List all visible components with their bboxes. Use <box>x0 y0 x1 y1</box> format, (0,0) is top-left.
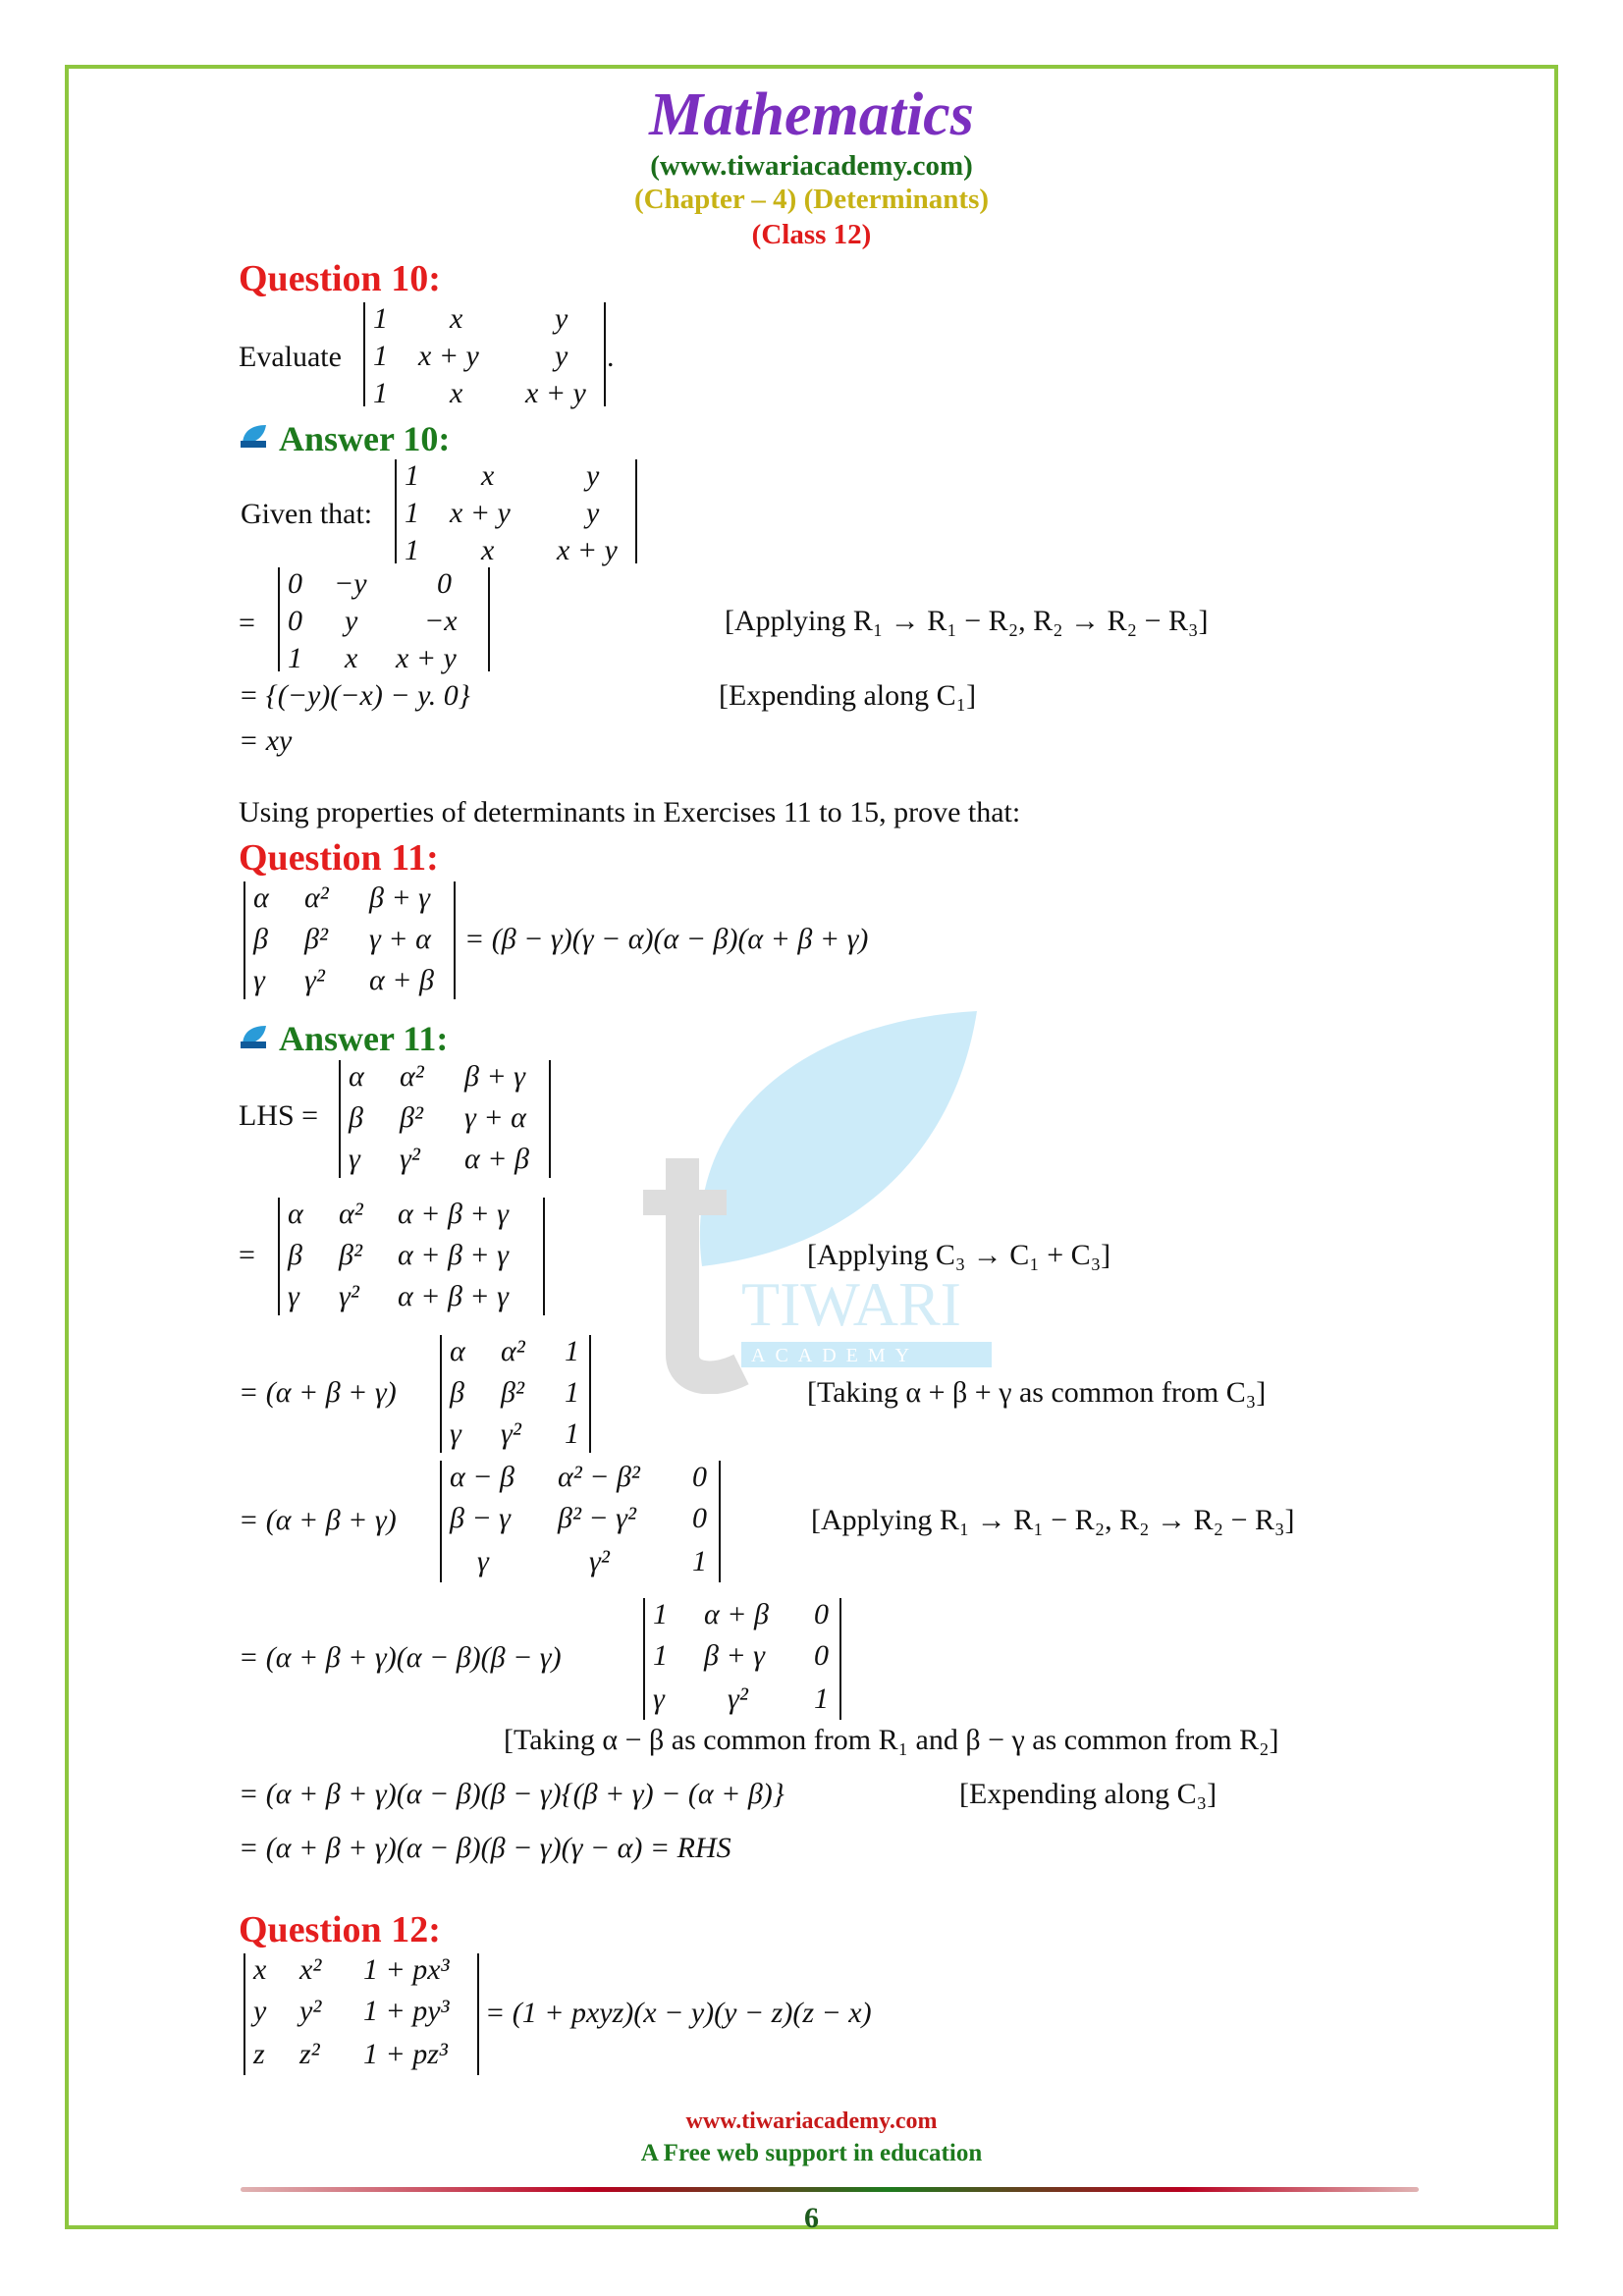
a11-m2-cell: α + β + γ <box>398 1280 509 1312</box>
q11-cell: β <box>253 923 268 955</box>
a11-m4-cell: 0 <box>692 1502 707 1534</box>
a11-m5-cell: 0 <box>814 1639 829 1672</box>
q10-determinant <box>363 302 606 409</box>
a11-m3-cell: γ² <box>501 1417 521 1450</box>
a11-m5-cell: γ <box>653 1682 665 1715</box>
a11-m1-cell: γ + α <box>464 1101 526 1134</box>
q10-cell: y <box>555 340 568 372</box>
watermark-sub: ACADEMY <box>751 1345 920 1366</box>
a11-m2-cell: α² <box>339 1198 363 1230</box>
answer-10-title: Answer 10: <box>279 419 451 458</box>
a11-m3-cell: 1 <box>565 1376 579 1409</box>
watermark-word: TIWARI <box>741 1269 961 1339</box>
a10-cell: 1 <box>405 497 419 529</box>
a11-m3-cell: α <box>450 1335 465 1367</box>
a11-m5-determinant <box>643 1598 841 1720</box>
q11-cell: β + γ <box>369 881 431 914</box>
a10-cell: x + y <box>557 534 618 566</box>
q12-cell: y² <box>299 1995 322 2027</box>
a11-m2-cell: β <box>288 1239 302 1271</box>
exercise-intro: Using properties of determinants in Exercises 11 to 15, prove that: <box>239 796 1021 828</box>
a10-cell: 1 <box>405 534 419 566</box>
a11-n5: [Taking α − β as common from R₁ and β − γ as common from R₂] <box>504 1724 1279 1756</box>
a10-s1-cell: 0 <box>288 567 302 600</box>
a11-m1-cell: α <box>349 1060 364 1093</box>
q11-cell: γ + α <box>369 923 431 955</box>
tiwari-leaf-watermark <box>643 1001 997 1394</box>
question-10-title: Question 10: <box>239 258 441 299</box>
a11-m2-cell: β² <box>339 1239 362 1271</box>
a11-m4-cell: α − β <box>450 1461 514 1493</box>
q10-suffix: . <box>607 341 615 373</box>
q10-cell: x + y <box>525 377 586 409</box>
a11-p5: = (α + β + γ)(α − β)(β − γ) <box>239 1641 562 1674</box>
a11-m1-cell: β² <box>400 1101 423 1134</box>
a11-m1-cell: γ² <box>400 1143 420 1175</box>
q11-cell: α <box>253 881 269 914</box>
footer-tagline: A Free web support in education <box>640 2140 983 2166</box>
a11-m4-cell: α² − β² <box>558 1461 640 1493</box>
answer-icon <box>239 1024 268 1049</box>
a11-m2-cell: γ <box>288 1280 299 1312</box>
footer-divider <box>241 2187 1419 2192</box>
q12-cell: 1 + px³ <box>363 1953 450 1986</box>
q10-cell: 1 <box>373 340 388 372</box>
a11-m4-cell: 0 <box>692 1461 707 1493</box>
a11-m2-determinant <box>278 1198 545 1315</box>
a10-cell: x <box>481 459 495 492</box>
q10-cell: y <box>555 302 568 335</box>
a11-s7: = (α + β + γ)(α − β)(β − γ)(γ − α) = RHS <box>239 1832 731 1864</box>
a11-p3: = (α + β + γ) <box>239 1376 397 1409</box>
header-site: (www.tiwariacademy.com) <box>650 150 973 182</box>
a10-s2: = {(−y)(−x) − y. 0} <box>239 679 470 712</box>
q11-determinant <box>243 881 456 999</box>
a11-m3-cell: 1 <box>565 1417 579 1450</box>
a11-m1-cell: γ <box>349 1143 360 1175</box>
a11-m3-cell: γ <box>450 1417 461 1450</box>
q10-cell: 1 <box>373 302 388 335</box>
a11-m1-cell: α² <box>400 1060 424 1093</box>
q12-rhs: = (1 + pxyz)(x − y)(y − z)(z − x) <box>485 1997 872 2029</box>
q11-cell: γ² <box>304 964 325 996</box>
a11-m2-eq: = <box>239 1239 255 1271</box>
question-12-title: Question 12: <box>239 1909 441 1950</box>
q12-cell: x <box>253 1953 267 1986</box>
a11-lhs: LHS = <box>239 1099 319 1132</box>
page-number: 6 <box>804 2202 819 2234</box>
q12-cell: z <box>253 2038 265 2070</box>
a11-m3-cell: 1 <box>565 1335 579 1367</box>
q11-rhs: = (β − γ)(γ − α)(α − β)(α + β + γ) <box>464 923 869 955</box>
a10-cell: y <box>586 459 600 492</box>
a11-p4: = (α + β + γ) <box>239 1504 397 1536</box>
a11-n2: [Applying C₃ → C₁ + C₃] <box>807 1239 1111 1271</box>
a11-m1-cell: β + γ <box>464 1060 526 1093</box>
footer-site: www.tiwariacademy.com <box>685 2109 938 2134</box>
a11-m5-cell: 1 <box>653 1598 668 1630</box>
a11-m2-cell: α <box>288 1198 303 1230</box>
a11-m1-determinant <box>339 1060 551 1178</box>
q12-cell: z² <box>299 2038 320 2070</box>
a11-m4-cell: γ² <box>589 1545 610 1577</box>
a11-m5-cell: γ² <box>728 1682 748 1715</box>
a11-m5-cell: β + γ <box>704 1639 766 1672</box>
a10-s1-cell: 1 <box>288 642 302 674</box>
q10-prefix: Evaluate <box>239 341 342 373</box>
a10-s1-note: [Applying R₁ → R₁ − R₂, R₂ → R₂ − R₃] <box>725 605 1209 637</box>
a10-s3: = xy <box>239 724 293 757</box>
header-class: (Class 12) <box>751 219 872 250</box>
q12-cell: 1 + pz³ <box>363 2038 448 2070</box>
q10-cell: 1 <box>373 377 388 409</box>
a10-cell: 1 <box>405 459 419 492</box>
answer-icon <box>239 423 268 449</box>
a11-m2-cell: γ² <box>339 1280 359 1312</box>
q11-cell: γ <box>253 964 265 996</box>
a11-m1-cell: β <box>349 1101 363 1134</box>
q12-cell: y <box>253 1995 267 2027</box>
a11-m3-cell: β² <box>501 1376 524 1409</box>
a11-n3: [Taking α + β + γ as common from C₃] <box>807 1376 1267 1409</box>
a10-s2-note: [Expending along C₁] <box>719 679 977 712</box>
a11-n6: [Expending along C₃] <box>959 1778 1217 1810</box>
a11-m5-cell: 1 <box>814 1682 829 1715</box>
q12-determinant <box>243 1953 479 2075</box>
header-chapter: (Chapter – 4) (Determinants) <box>633 184 990 215</box>
a10-cell: y <box>586 497 600 529</box>
a11-m4-cell: γ <box>477 1545 489 1577</box>
a11-m4-cell: β − γ <box>450 1502 512 1534</box>
a10-s1-cell: x <box>345 642 358 674</box>
a10-cell: x + y <box>450 497 511 529</box>
a10-s1-cell: 0 <box>437 567 452 600</box>
a10-s1-determinant <box>278 567 490 674</box>
a10-s1-cell: −y <box>334 567 367 600</box>
a10-given-label: Given that: <box>241 498 373 530</box>
page-title: Mathematics <box>649 81 974 148</box>
a11-m5-cell: α + β <box>704 1598 769 1630</box>
a11-m3-cell: α² <box>501 1335 525 1367</box>
question-11-title: Question 11: <box>239 837 439 879</box>
answer-11-title: Answer 11: <box>279 1019 449 1058</box>
a11-m4-cell: β² − γ² <box>558 1502 636 1534</box>
a11-m5-cell: 0 <box>814 1598 829 1630</box>
a11-m2-cell: α + β + γ <box>398 1239 509 1271</box>
a11-m4-cell: 1 <box>692 1545 707 1577</box>
q11-cell: α² <box>304 881 329 914</box>
q10-cell: x <box>450 302 463 335</box>
a11-m1-cell: α + β <box>464 1143 529 1175</box>
a10-given-determinant <box>395 459 637 566</box>
q11-cell: α + β <box>369 964 434 996</box>
a11-n4: [Applying R₁ → R₁ − R₂, R₂ → R₂ − R₃] <box>811 1504 1295 1536</box>
a11-m3-cell: β <box>450 1376 464 1409</box>
a10-s1-cell: y <box>345 605 358 637</box>
q11-cell: β² <box>304 923 328 955</box>
q12-cell: 1 + py³ <box>363 1995 450 2027</box>
a11-m3-determinant <box>440 1335 591 1453</box>
a11-m5-cell: 1 <box>653 1639 668 1672</box>
a11-m2-cell: α + β + γ <box>398 1198 509 1230</box>
a10-s1-eq: = <box>239 607 255 639</box>
a10-s1-cell: 0 <box>288 605 302 637</box>
a11-s6: = (α + β + γ)(α − β)(β − γ){(β + γ) − (α + β)} <box>239 1778 784 1810</box>
q10-cell: x <box>450 377 463 409</box>
q10-cell: x + y <box>418 340 479 372</box>
a10-s1-cell: x + y <box>396 642 457 674</box>
a10-cell: x <box>481 534 495 566</box>
a11-m4-determinant <box>440 1461 721 1582</box>
q12-cell: x² <box>299 1953 322 1986</box>
a10-s1-cell: −x <box>424 605 458 637</box>
